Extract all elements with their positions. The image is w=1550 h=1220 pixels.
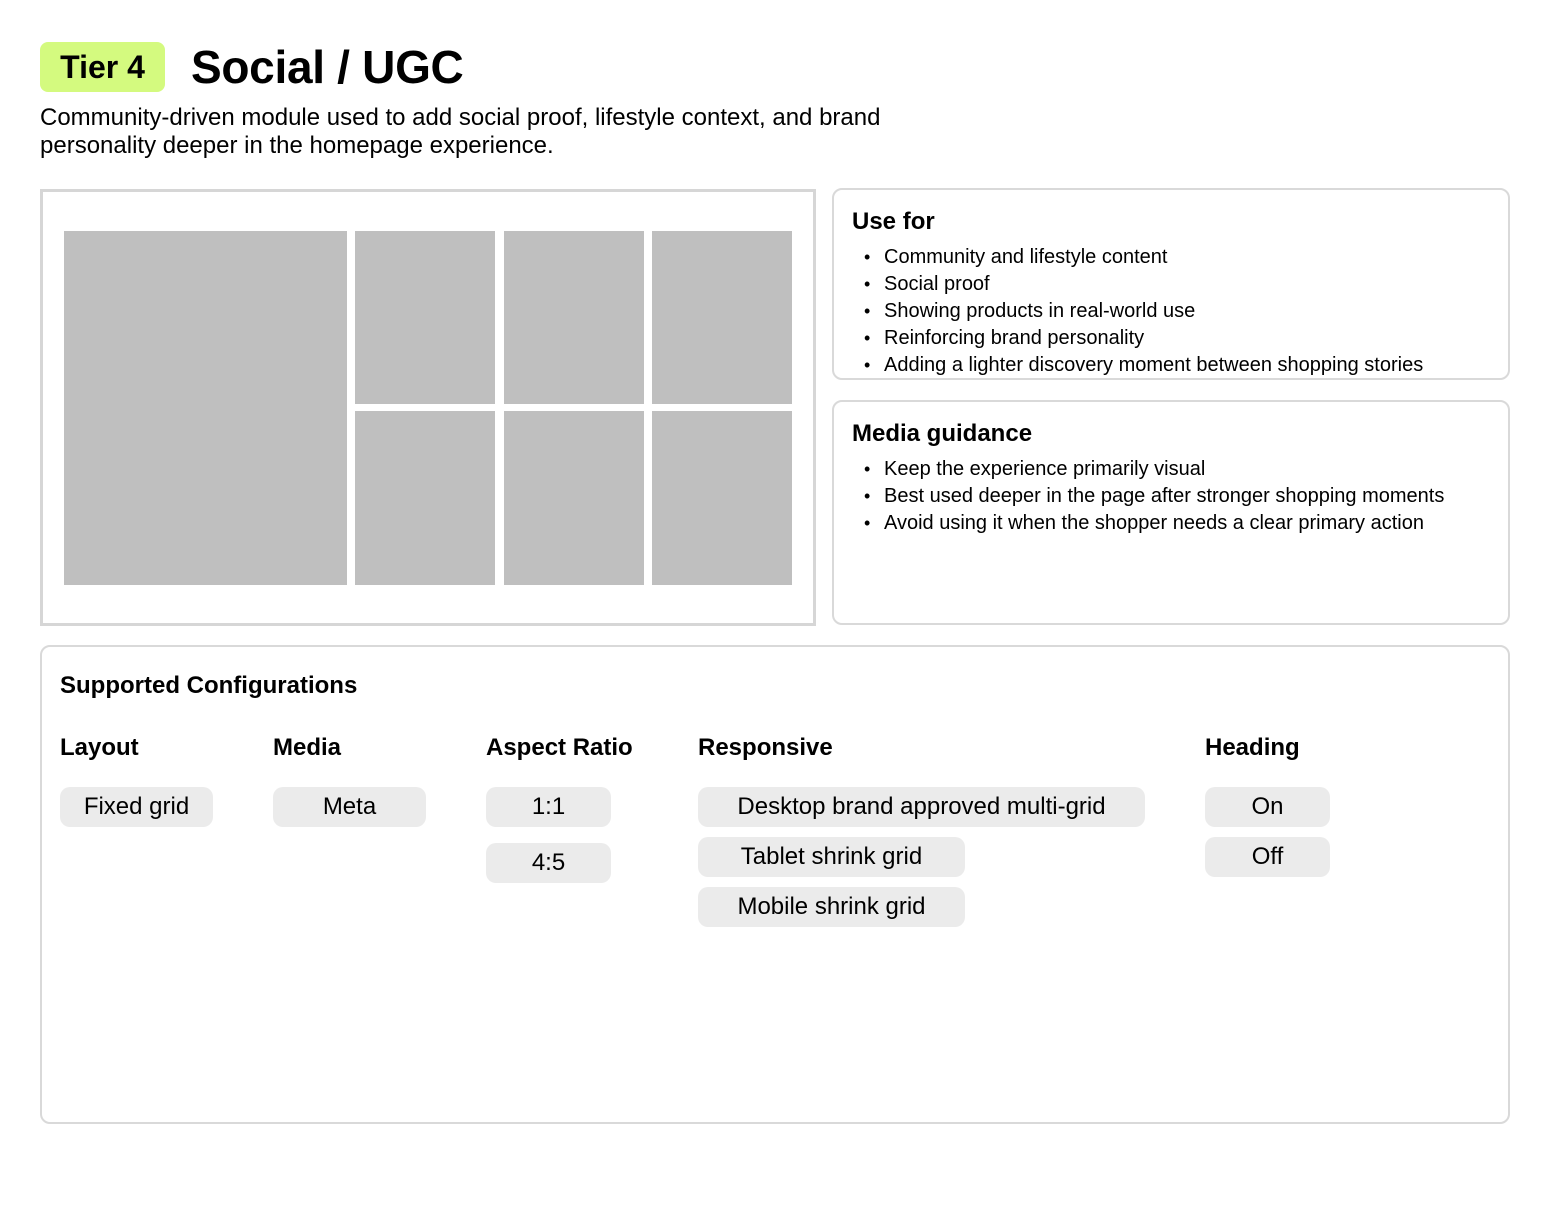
supported-configurations-title: Supported Configurations — [60, 672, 358, 699]
config-option-chip: Mobile shrink grid — [698, 887, 965, 927]
media-guidance-card — [832, 400, 1510, 625]
config-option-chip: On — [1205, 787, 1330, 827]
config-column-heading — [1205, 733, 1300, 870]
media-guidance-item: • Best used deeper in the page after stronger shopping moments — [864, 483, 1444, 510]
ugc-grid-preview — [40, 189, 816, 626]
supported-configurations-panel — [40, 645, 1510, 1124]
preview-tile — [504, 231, 644, 404]
config-column-header: Layout — [60, 734, 139, 761]
use-for-item: • Showing products in real-world use — [864, 298, 1423, 325]
page-description: Community-driven module used to add social proof, lifestyle context, and brand personality deeper in the homepage experience. — [40, 104, 881, 159]
config-column-responsive — [698, 733, 1106, 920]
preview-tile — [652, 231, 792, 404]
preview-tile — [355, 411, 495, 585]
preview-tile — [652, 411, 792, 585]
tier-badge: Tier 4 — [40, 42, 165, 92]
config-option-chip: 1:1 — [486, 787, 611, 827]
page-title: Social / UGC — [191, 41, 464, 93]
config-option-chip: Meta — [273, 787, 426, 827]
preview-tile — [355, 231, 495, 404]
config-option-chip: Fixed grid — [60, 787, 213, 827]
use-for-card — [832, 188, 1510, 380]
media-guidance-list — [864, 456, 1444, 537]
config-column-header: Aspect Ratio — [486, 734, 633, 761]
config-column-header: Heading — [1205, 734, 1300, 761]
preview-tile-large — [64, 231, 347, 585]
header — [40, 40, 463, 94]
config-column-header: Media — [273, 734, 342, 761]
use-for-item: • Adding a lighter discovery moment between shopping stories — [864, 352, 1423, 379]
use-for-item: • Community and lifestyle content — [864, 244, 1423, 271]
preview-tile — [504, 411, 644, 585]
config-column-media — [273, 733, 377, 820]
media-guidance-title: Media guidance — [852, 420, 1033, 447]
use-for-item: • Social proof — [864, 271, 1423, 298]
config-option-chip: Off — [1205, 837, 1330, 877]
config-option-chip: Desktop brand approved multi-grid — [698, 787, 1145, 827]
config-column-layout — [60, 733, 190, 820]
config-option-chip: 4:5 — [486, 843, 611, 883]
config-column-header: Responsive — [698, 734, 833, 761]
config-option-chip: Tablet shrink grid — [698, 837, 965, 877]
use-for-item: • Reinforcing brand personality — [864, 325, 1423, 352]
media-guidance-item: • Avoid using it when the shopper needs a clear primary action — [864, 510, 1444, 537]
use-for-list — [864, 244, 1423, 379]
config-column-aspect-ratio — [486, 733, 633, 876]
media-guidance-item: • Keep the experience primarily visual — [864, 456, 1444, 483]
use-for-title: Use for — [852, 208, 935, 235]
